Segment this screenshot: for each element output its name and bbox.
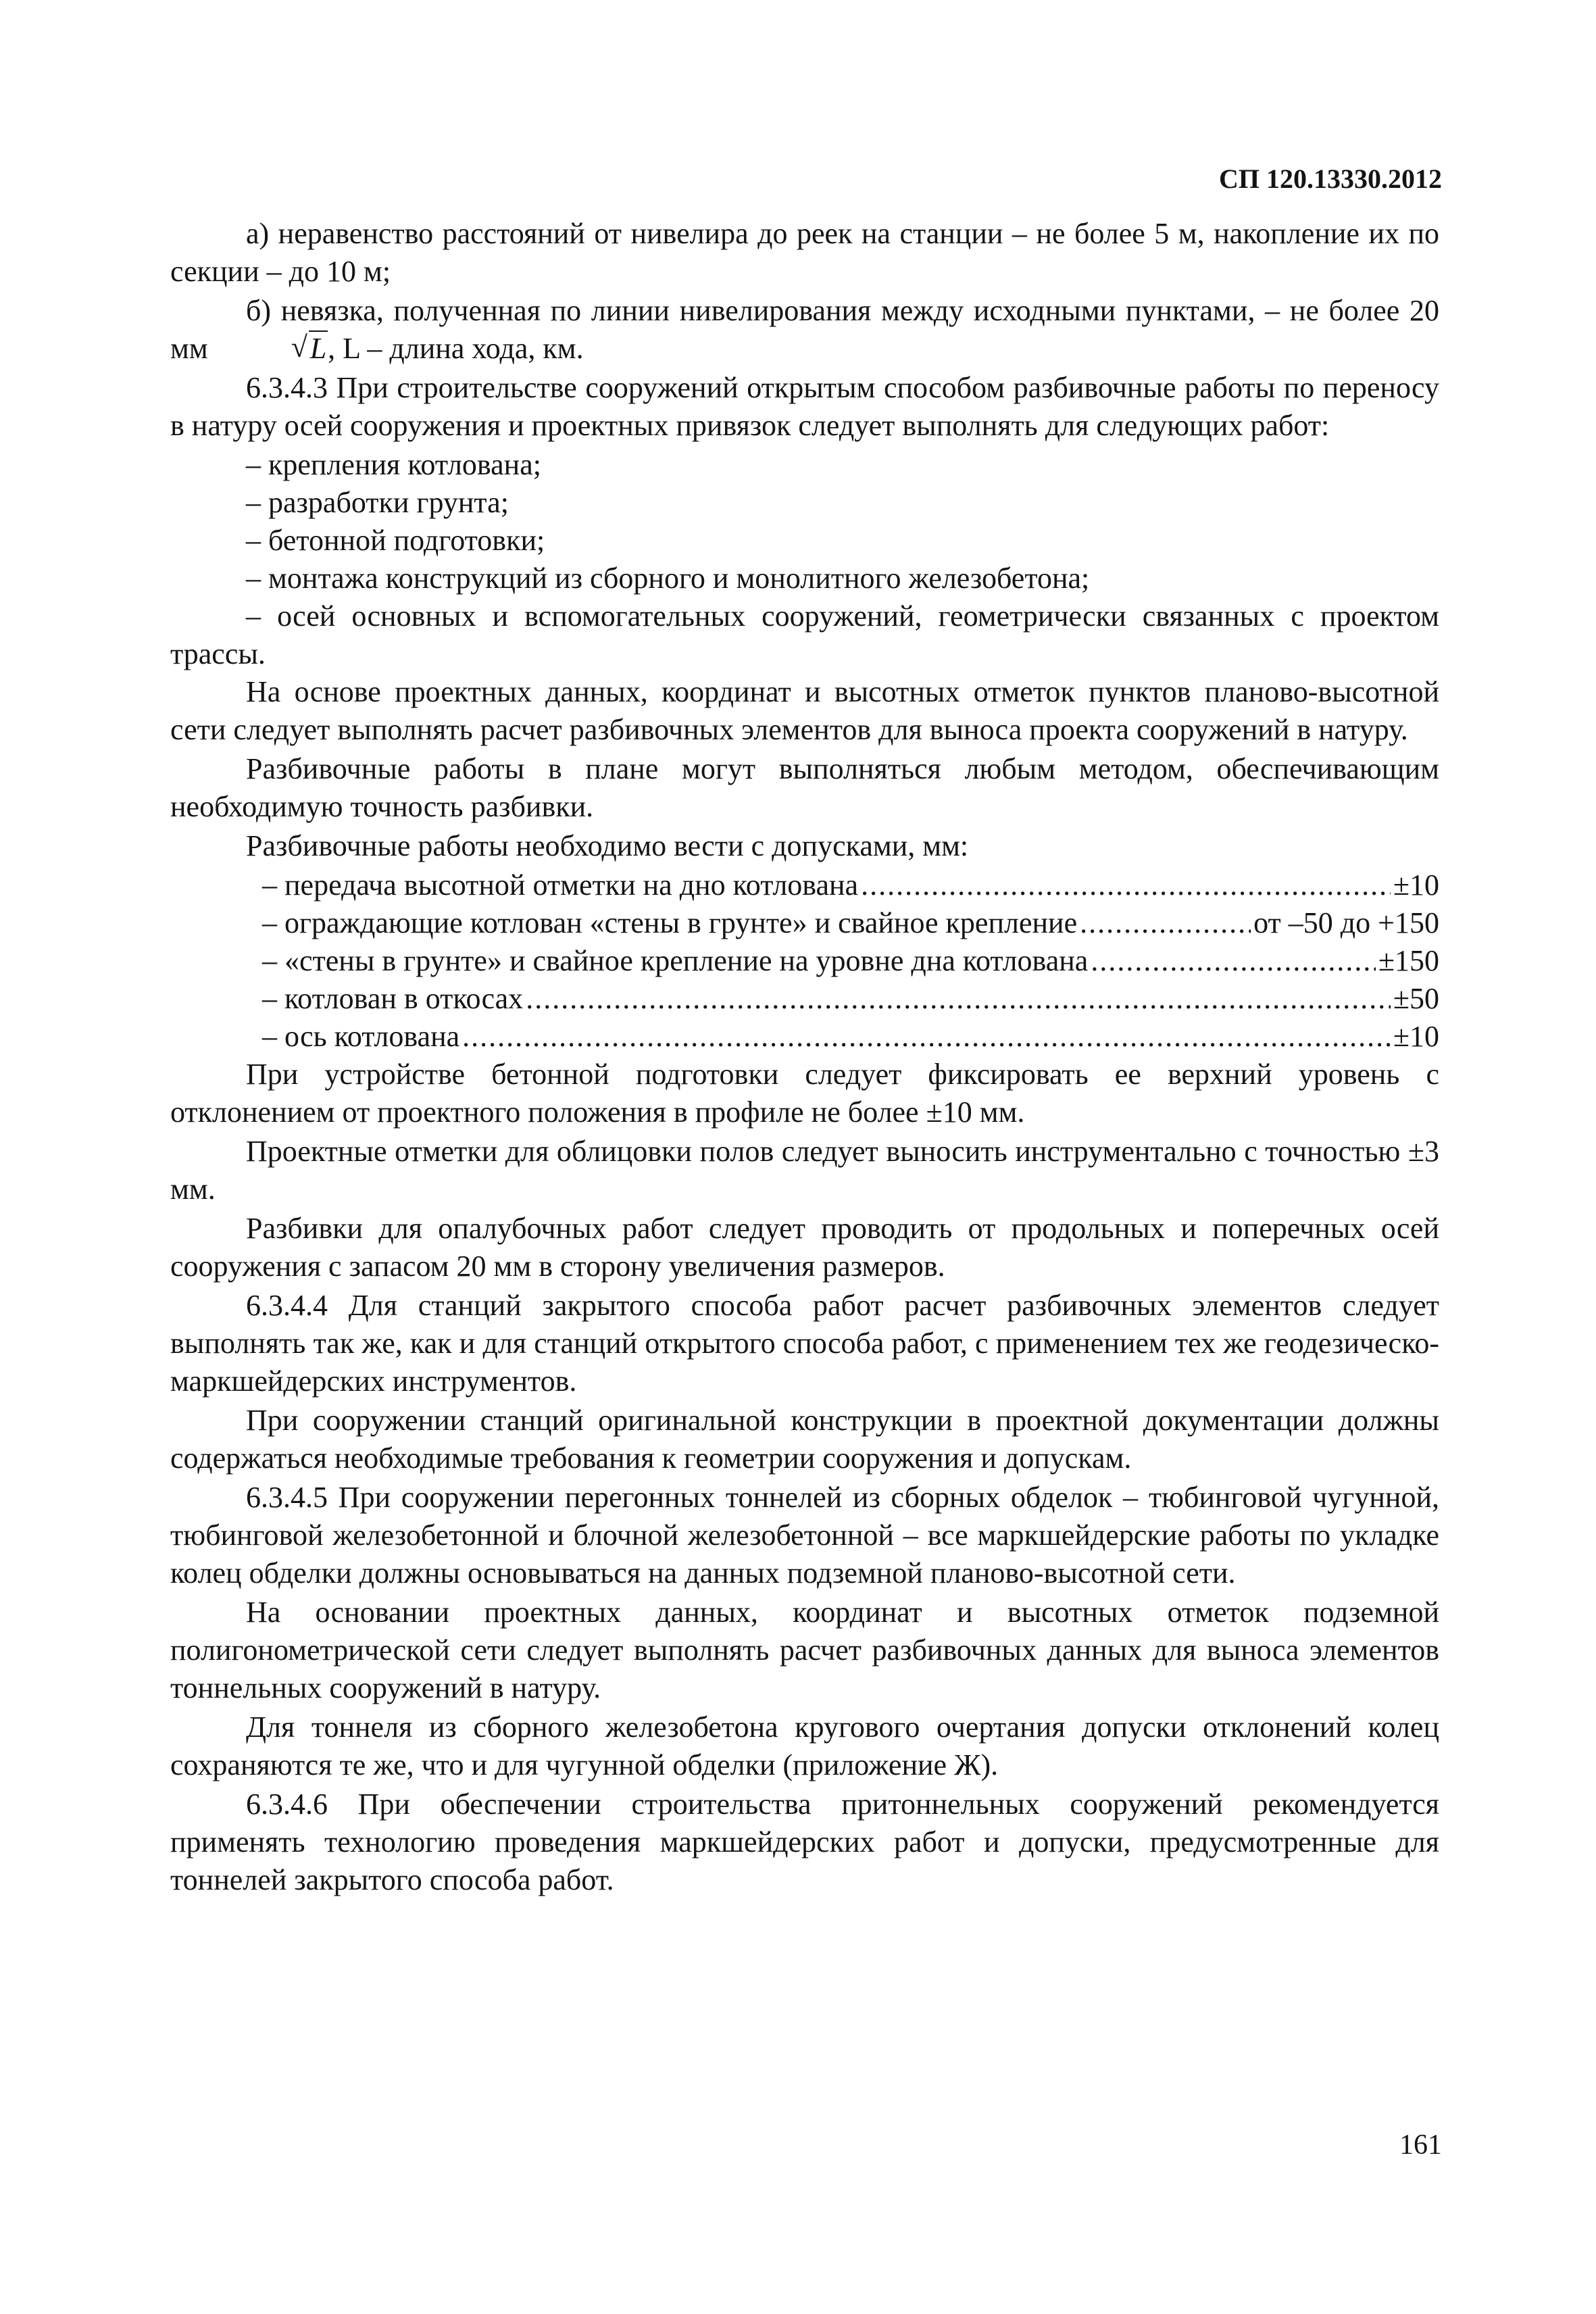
paragraph-tolerances-intro: Разбивочные работы необходимо вести с допусками, мм: — [246, 829, 969, 862]
paragraph-6-3-4-6: 6.3.4.6 При обеспечении строительства притоннельных сооружений рекомендуется применять технологию проведения маркшейдерских работ и допуски, предусмотренные для тоннелей закрытого способа работ. — [170, 1788, 1439, 1896]
list-item: – крепления котлована; — [246, 448, 541, 481]
tolerance-value: ±10 — [1393, 868, 1439, 902]
list-item: – осей основных и вспомогательных сооружений, геометрически связанных с проектом трассы. — [170, 599, 1439, 670]
page-number: 161 — [1399, 2130, 1442, 2161]
paragraph-formwork: Разбивки для опалубочных работ следует проводить от продольных и поперечных осей сооружения с запасом 20 мм в сторону увеличения размеров. — [170, 1212, 1439, 1283]
paragraph-b-text: б) невязка, полученная по линии нивелирования между исходными пунктами, – не более 20 мм — [170, 294, 1439, 365]
sqrt-formula — [216, 330, 328, 368]
paragraph-circular: Для тоннеля из сборного железобетона кругового очертания допуски отклонений колец сохраняются те же, что и для чугунной обделки (приложение Ж). — [170, 1710, 1439, 1781]
tolerance-value: ±50 — [1393, 982, 1439, 1015]
tolerance-row — [170, 904, 1439, 942]
paragraph-basis: На основе проектных данных, координат и высотных отметок пунктов планово-высотной сети следует выполнять расчет разбивочных элементов для выноса проекта сооружений в натуру. — [170, 675, 1439, 746]
paragraph-original: При сооружении станций оригинальной конструкции в проектной документации должны содержаться необходимые требования к геометрии сооружения и допускам. — [170, 1404, 1439, 1475]
paragraph-6-3-4-5: 6.3.4.5 При сооружении перегонных тоннелей из сборных обделок – тюбинговой чугунной, тюбинговой железобетонной и блочной железобетонной – все маркшейдерские работы по укладке колец обделки должны основываться на данных подземной планово-высотной сети. — [170, 1481, 1439, 1590]
tolerance-value: ±150 — [1378, 944, 1439, 977]
leader-dots — [526, 980, 1391, 1018]
paragraph-concrete: При устройстве бетонной подготовки следует фиксировать ее верхний уровень с отклонением от проектного положения в профиле не более ±10 мм. — [170, 1058, 1439, 1129]
paragraph-6-3-4-3: 6.3.4.3 При строительстве сооружений открытым способом разбивочные работы по переносу в натуру осей сооружения и проектных привязок следует выполнять для следующих работ: — [170, 371, 1439, 442]
paragraph-6-3-4-4: 6.3.4.4 Для станций закрытого способа работ расчет разбивочных элементов следует выполнять так же, как и для станций открытого способа работ, с применением тех же геодезическо-маркшейдерских инструментов. — [170, 1289, 1439, 1398]
paragraph-a: а) неравенство расстояний от нивелира до реек на станции – не более 5 м, накопление их по секции – до 10 м; — [170, 217, 1439, 288]
leader-dots — [462, 1018, 1391, 1056]
tolerance-row — [170, 1018, 1439, 1056]
paragraph-b-tail: , L – длина хода, км. — [328, 332, 584, 365]
leader-dots — [1080, 904, 1251, 942]
leader-dots — [1091, 942, 1376, 980]
list-item: – монтажа конструкций из сборного и монолитного железобетона; — [246, 562, 1090, 595]
list-item: – бетонной подготовки; — [246, 524, 545, 557]
sqrt-argument: L — [309, 332, 327, 365]
tolerance-label: – «стены в грунте» и свайное крепление на уровне дна котлована — [262, 944, 1089, 977]
tolerance-row — [170, 866, 1439, 904]
paragraph-b — [170, 292, 1439, 368]
tolerance-row — [170, 942, 1439, 980]
list-item: – разработки грунта; — [246, 486, 509, 519]
tolerance-label: – передача высотной отметки на дно котлована — [262, 868, 859, 902]
paragraph-underground: На основании проектных данных, координат и высотных отметок подземной полигонометрической сети следует выполнять расчет разбивочных данных для выноса элементов тоннельных сооружений в натуру. — [170, 1596, 1439, 1704]
paragraph-floors: Проектные отметки для облицовки полов следует выносить инструментально с точностью ±3 мм. — [170, 1135, 1439, 1206]
document-body — [170, 215, 1439, 1900]
tolerance-value: ±10 — [1393, 1020, 1439, 1053]
tolerance-value: от –50 до +150 — [1253, 906, 1439, 939]
tolerance-label: – котлован в откосах — [262, 982, 524, 1015]
tolerance-label: – ограждающие котлован «стены в грунте» и свайное крепление — [262, 906, 1078, 939]
tolerance-label: – ось котлована — [262, 1020, 460, 1053]
document-code-header: СП 120.13330.2012 — [1219, 164, 1442, 194]
paragraph-plan: Разбивочные работы в плане могут выполняться любым методом, обеспечивающим необходимую точность разбивки. — [170, 752, 1439, 823]
leader-dots — [861, 866, 1391, 904]
tolerance-row — [170, 980, 1439, 1018]
